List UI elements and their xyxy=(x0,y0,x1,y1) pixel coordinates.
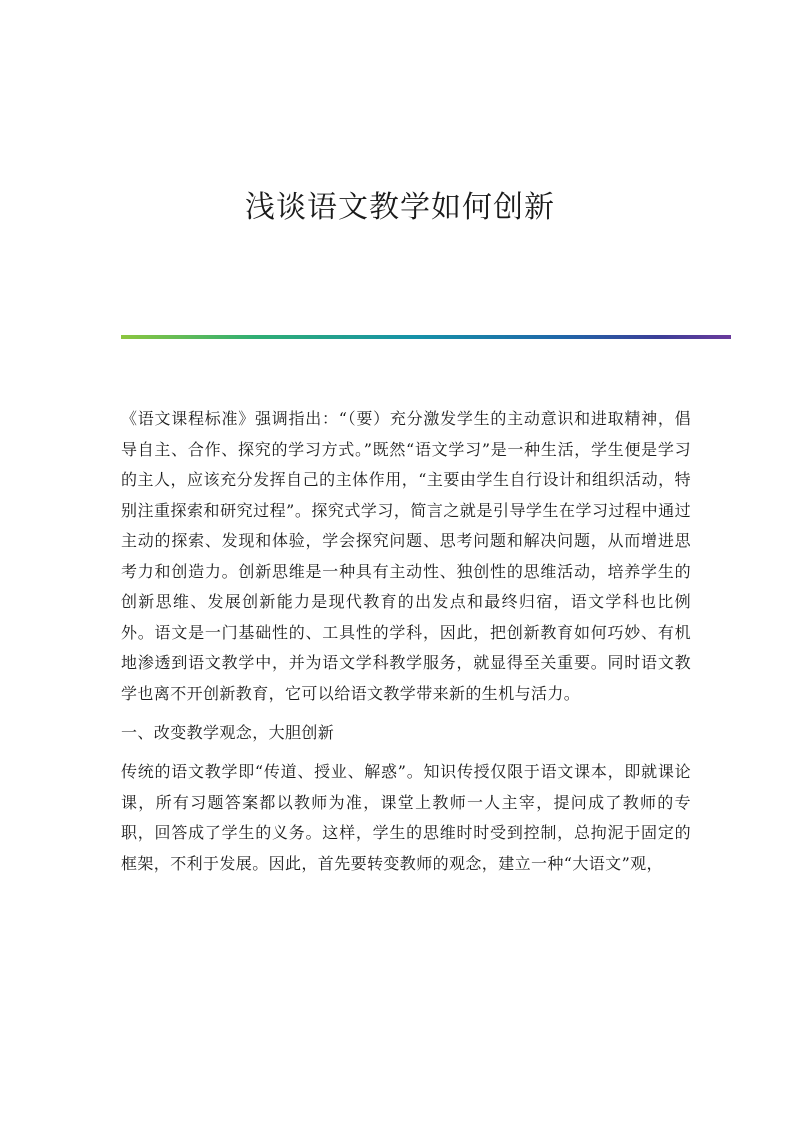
title-divider xyxy=(121,335,731,339)
document-title: 浅谈语文教学如何创新 xyxy=(245,190,555,225)
intro-paragraph: 《语文课程标准》强调指出：“（要）充分激发学生的主动意识和进取精神，倡导自主、合作、探究的学习方式。”既然“语文学习”是一种生活，学生便是学习的主人，应该充分发挥自己的主体作用，“主要由学生自行设计和组织活动，特别注重探索和研究过程”。探究式学习，简言之就是引导学生在学习过程中通过主动的探索、发现和体验，学会探究问题、思考问题和解决问题，从而增进思考力和创造力。创新思维是一种具有主动性、独创性的思维活动，培养学生的创新思维、发展创新能力是现代教育的出发点和最终归宿，语文学科也比例外。语文是一门基础性的、工具性的学科，因此，把创新教育如何巧妙、有机地渗透到语文教学中，并为语文学科教学服务，就显得至关重要。同时语文教学也离不开创新教育，它可以给语文教学带来新的生机与活力。 xyxy=(121,409,691,703)
document-body xyxy=(121,404,691,879)
section-paragraph: 传统的语文教学即“传道、授业、解惑”。知识传授仅限于语文课本，即就课论课，所有习题答案都以教师为准，课堂上教师一人主宰，提问成了教师的专职，回答成了学生的义务。这样，学生的思维时时受到控制，总拘泥于固定的框架，不利于发展。因此，首先要转变教师的观念，建立一种“大语文”观， xyxy=(121,762,691,873)
section-heading: 一、改变教学观念，大胆创新 xyxy=(121,723,335,742)
